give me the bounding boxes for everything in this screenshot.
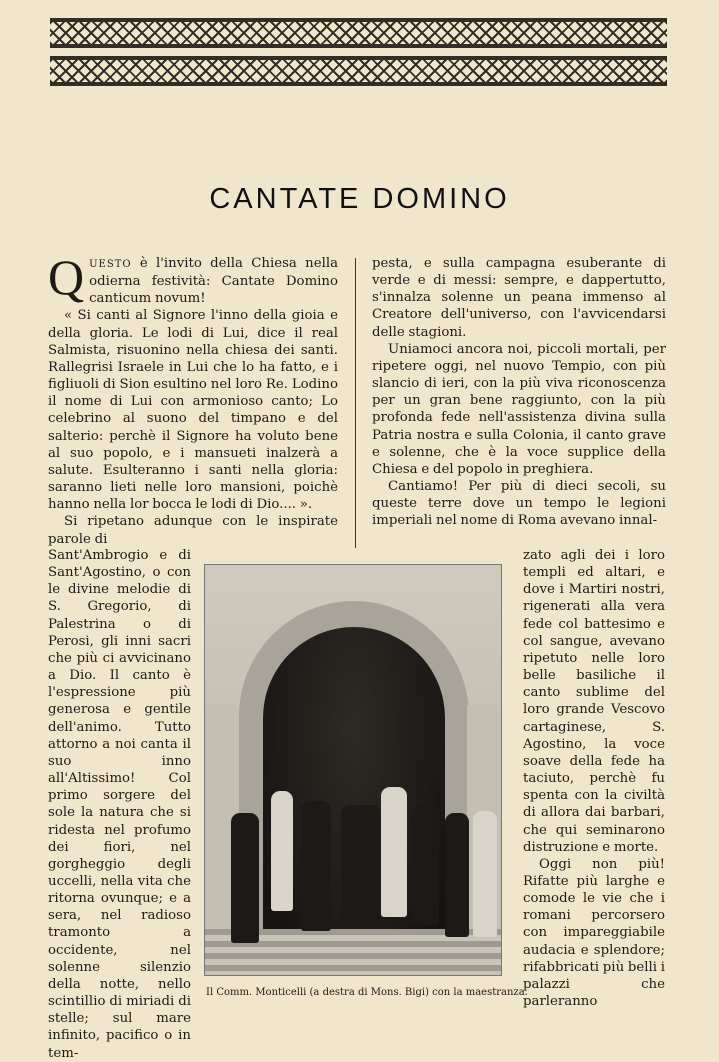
- person-figure: [473, 811, 497, 937]
- person-figure: [301, 801, 331, 931]
- paragraph-5: Uniamoci ancora noi, piccoli mortali, per ripetere oggi, nel nuovo Tempio, con più slancio di ieri, con la più viva riconoscenza per un gran bene raggiunto, con la più profonda fede nell'assistenza divina sulla Patria nostra e sulla Colonia, il canto grave e solenne, che è la voce supplice della Chiesa e del popolo in preghiera.: [372, 341, 666, 477]
- paragraph-7: Oggi non più! Rifatte più larghe e comode le vie che i romani percorsero con impareggiabile audacia e splendore; rifabbricati più belli i palazzi che parleranno: [523, 856, 665, 1010]
- person-figure: [445, 813, 469, 937]
- person-figure: [271, 791, 293, 911]
- paragraph-3-cont: Sant'Ambrogio e di Sant'Agostino, o con le divine melodie di S. Gregorio, di Palestrina o di Perosi, gli inni sacri che più ci avvicinano a Dio. Il canto è l'espressione più generosa e gentile dell'animo. Tutto attorno a noi canta il suo inno all'Altissimo! Col primo sorgere del sole la natura che si ridesta nel profumo dei fiori, nel gorgheggio degli uccelli, nella vita che ritorna ovunque; e a sera, nel radioso tramonto a occidente, nel solenne silenzio della notte, nello scintillio di miriadi di stelle; sul mare infinito, pacifico o in tem-: [48, 548, 191, 1061]
- right-narrow-column: [523, 547, 665, 1010]
- paragraph-6-start: Cantiamo! Per più di dieci secoli, su queste terre dove un tempo le legioni imperiali nel nome di Roma avevano innal-: [372, 479, 666, 529]
- left-narrow-column: [48, 547, 191, 1062]
- column-divider: [355, 258, 356, 548]
- person-figure: [341, 805, 381, 927]
- page-title: CANTATE DOMINO: [209, 183, 510, 215]
- paragraph-1-text: è l'invito della Chiesa nella odierna festività: Cantate Domino canticum novum!: [89, 256, 339, 307]
- paragraph-4: pesta, e sulla campagna esuberante di verde e di messi: sempre, e dappertutto, s'innalza solenne un peana immenso al Creatore dell'universo, con l'avvicendarsi delle stagioni.: [372, 256, 666, 340]
- person-figure: [231, 813, 259, 943]
- left-column: [48, 249, 339, 548]
- paragraph-2: « Si canti al Signore l'inno della gioia e della gloria. Le lodi di Lui, dice il real Salmista, risuonino nella chiesa dei santi. Rallegrisi Israele in Lui che lo ha fatto, e i figliuoli di Sion esultino nel loro Re. Lodino il nome di Lui con armonioso canto; Lo celebrino al suono del timpano e del salterio: perchè il Signore ha voluto bene al suo popolo, e i mansueti inalzerà a salute. Esulteranno i santi nella gloria: saranno lieti nelle loro mansioni, poichè hanno nella lor bocca le lodi di Dio.... ».: [48, 308, 338, 513]
- decorative-border-bottom: [50, 56, 667, 86]
- photo-caption: Il Comm. Monticelli (a destra di Mons. Bigi) con la maestranza.: [206, 987, 528, 998]
- right-column: [372, 255, 666, 530]
- person-figure: [411, 805, 439, 925]
- decorative-border-top: [50, 18, 667, 48]
- drop-cap: Q: [48, 249, 85, 305]
- paragraph-6-cont: zato agli dei i loro templi ed altari, e dove i Martiri nostri, rigenerati alla vera fede col battesimo e col sangue, avevano ripetuto nelle loro belle basiliche il canto sublime del loro grande Vescovo cartaginese, S. Agostino, la voce soave della fede ha taciuto, perchè fu spenta con la civiltà di allora dai barbari, che qui seminarono distruzione e morte.: [523, 548, 665, 855]
- church-entrance-photo: [204, 564, 502, 976]
- paragraph-1: [48, 249, 339, 307]
- dropcap-rest: UESTO: [89, 259, 132, 270]
- person-figure: [381, 787, 407, 917]
- paragraph-3-start: Si ripetano adunque con le inspirate parole di: [48, 514, 338, 547]
